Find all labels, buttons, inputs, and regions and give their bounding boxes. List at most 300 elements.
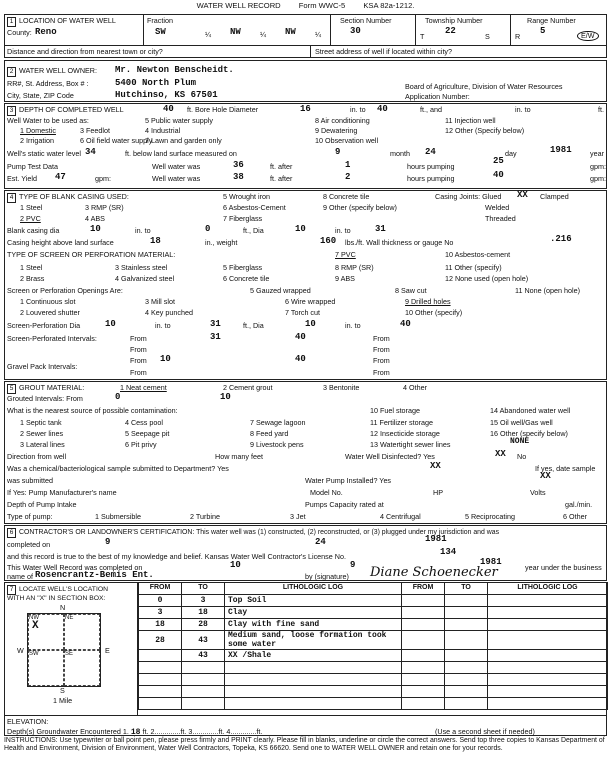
screen-3: 3 Stainless steel <box>115 263 168 272</box>
log-cell: Clay with fine sand <box>225 619 402 631</box>
ft-after-2: ft. after <box>270 174 293 183</box>
township-s: S <box>485 32 490 41</box>
casing-height-label: Casing height above land surface <box>7 238 114 247</box>
contam-3: 3 Lateral lines <box>20 440 65 449</box>
use-6: 4 Industrial <box>145 126 181 135</box>
opening-8: 8 Saw cut <box>395 286 427 295</box>
contam-5: 5 Seepage pit <box>125 429 170 438</box>
second-sheet: (Use a second sheet if needed) <box>435 727 535 736</box>
ww-val-2: 38 <box>233 172 244 182</box>
grout-2: 2 Cement grout <box>223 383 273 392</box>
s5-title: 5 GROUT MATERIAL: <box>7 384 84 394</box>
opening-4: 4 Key punched <box>145 308 193 317</box>
log-cell: Clay <box>225 607 402 619</box>
opening-7: 7 Torch cut <box>285 308 321 317</box>
log-cell <box>402 686 445 698</box>
log-cell <box>182 698 225 710</box>
screen-5: 5 Fiberglass <box>223 263 263 272</box>
h-from-2: FROM <box>402 583 445 595</box>
log-cell <box>488 607 608 619</box>
gpm-val-2: 40 <box>493 170 504 180</box>
gpm-val-1: 25 <box>493 156 504 166</box>
name-of: name of <box>7 572 33 581</box>
screen-12: 12 None used (open hole) <box>445 274 529 283</box>
gpm-2: gpm: <box>590 174 606 183</box>
completed-on: completed on <box>7 540 51 549</box>
casing-joints: Casing Joints: Glued <box>435 192 502 201</box>
blank-to-2: 31 <box>375 224 386 234</box>
hours-1: 1 <box>345 160 351 170</box>
range-label: Range Number <box>527 16 576 25</box>
h-log-2: LITHOLOGIC LOG <box>488 583 608 595</box>
board-text: Board of Agriculture, Division of Water Resources <box>405 82 563 91</box>
gpi-2: 40 <box>295 354 306 364</box>
fraction-3: NW <box>285 27 296 37</box>
log-cell: XX /Shale <box>225 650 402 662</box>
spd-label: Screen-Perforation Dia <box>7 321 81 330</box>
threaded: Threaded <box>485 214 516 223</box>
hours-pumping-1: hours pumping <box>407 162 455 171</box>
pump-1: 1 Submersible <box>95 512 141 521</box>
glued-mark: XX <box>517 190 528 200</box>
casing-6: 6 Asbestos-Cement <box>223 203 286 212</box>
record-year: 1981 <box>480 557 502 567</box>
sw-quarter[interactable]: SW <box>28 650 64 686</box>
county-value: Reno <box>35 27 57 37</box>
township-value: 22 <box>445 26 456 36</box>
s7-title: 7 LOCATE WELL'S LOCATION WITH AN "X" IN SECTION BOX: <box>7 586 109 602</box>
log-cell <box>445 650 488 662</box>
opening-10: 10 Other (specify) <box>405 308 463 317</box>
grout-1: 1 Neat cement <box>120 383 167 392</box>
location-x-mark: X <box>32 620 39 632</box>
elevation: ELEVATION: <box>7 717 49 726</box>
ne-quarter[interactable]: NE <box>64 614 100 650</box>
pump-test-label: Pump Test Data <box>7 162 59 171</box>
casing-9: 9 Other (specify below) <box>323 203 397 212</box>
county-label: County: <box>7 28 32 37</box>
log-cell <box>445 674 488 686</box>
weight-label: in., weight <box>205 238 238 247</box>
log-cell <box>225 662 402 674</box>
log-cell <box>225 686 402 698</box>
address-label: RR#, St. Address, Box # : <box>7 79 89 88</box>
ww-2: Well water was <box>152 174 201 183</box>
section-6 <box>4 525 607 581</box>
log-cell <box>488 595 608 607</box>
contam-label: What is the nearest source of possible contamination: <box>7 406 178 415</box>
city-value: Hutchinso, KS 67501 <box>115 90 218 100</box>
use-label: Well Water to be used as: <box>7 116 89 125</box>
log-cell <box>488 662 608 674</box>
bore-value: 16 <box>300 104 311 114</box>
in-to-2: in. to <box>515 105 531 114</box>
se-quarter[interactable]: SE <box>64 650 100 686</box>
screen-title: TYPE OF SCREEN OR PERFORATION MATERIAL: <box>7 250 176 259</box>
contam-7: 7 Sewage lagoon <box>250 418 306 427</box>
log-cell: 0 <box>139 595 182 607</box>
log-cell <box>402 662 445 674</box>
use-2: 2 Irrigation <box>20 136 54 145</box>
screen-7: 7 PVC <box>335 250 356 259</box>
contam-1: 1 Septic tank <box>20 418 62 427</box>
yield-gpm: gpm: <box>95 174 111 183</box>
gpi-from-3: From <box>130 368 147 377</box>
true-statement: and this record is true to the best of my knowledge and belief. Kansas Water Well Contractor's License No. <box>7 552 346 561</box>
static-year: 1981 <box>550 145 572 155</box>
ww-val-1: 36 <box>233 160 244 170</box>
distance-label: Distance and direction from nearest town or city? <box>7 47 163 56</box>
spd-2: 10 <box>305 319 316 329</box>
log-cell <box>182 674 225 686</box>
opening-5: 5 Gauzed wrapped <box>250 286 311 295</box>
contam-8: 8 Feed yard <box>250 429 289 438</box>
screen-1: 1 Steel <box>20 263 43 272</box>
log-cell <box>182 686 225 698</box>
gpi-1: 10 <box>160 354 171 364</box>
how-many-feet: How many feet <box>215 452 263 461</box>
yield-value: 47 <box>55 172 66 182</box>
ft-and: ft., and <box>420 105 442 114</box>
h-log: LITHOLOGIC LOG <box>225 583 402 595</box>
was-submitted: was submitted <box>7 476 53 485</box>
log-cell <box>488 686 608 698</box>
log-cell <box>445 662 488 674</box>
address-value: 5400 North Plum <box>115 78 197 88</box>
log-cell <box>445 631 488 650</box>
log-cell: 3 <box>139 607 182 619</box>
ww-1: Well water was <box>152 162 201 171</box>
section-7 <box>4 582 607 736</box>
s6-title: 6 CONTRACTOR'S OR LANDOWNER'S CERTIFICATION: This water well was (1) constructed, (2) reconstructed, or (3) plugged under my jurisdiction and was <box>7 528 499 538</box>
spi-from-2: From <box>373 334 390 343</box>
clamped: Clamped <box>540 192 569 201</box>
screen-11: 11 Other (specify) <box>445 263 502 272</box>
signature: Diane Schoenecker <box>370 565 498 580</box>
range-value: 5 <box>540 26 546 36</box>
gal-min: gal./min. <box>565 500 593 509</box>
pump-intake: Depth of Pump Intake <box>7 500 77 509</box>
city-label: City, State, ZIP Code <box>7 91 74 100</box>
h-from: FROM <box>139 583 182 595</box>
pump-type: Type of pump: <box>7 512 53 521</box>
blank-in-to-2: in. to <box>335 226 351 235</box>
log-cell <box>445 595 488 607</box>
welded: Welded <box>485 203 510 212</box>
screen-9: 9 ABS <box>335 274 355 283</box>
app-number: Application Number: <box>405 92 470 101</box>
bore-label: ft. Bore Hole Diameter <box>187 105 259 114</box>
form-header <box>4 2 607 11</box>
section-5 <box>4 381 607 524</box>
contam-13: 13 Watertight sewer lines <box>370 440 451 449</box>
lithologic-log <box>138 582 608 710</box>
opening-3: 3 Mill slot <box>145 297 175 306</box>
blank-dia-1: 10 <box>90 224 101 234</box>
contam-none: NONE <box>510 437 530 446</box>
business-name: Rosencrantz-Bemis Ent. <box>35 570 154 580</box>
ft-after-1: ft. after <box>270 162 293 171</box>
opening-2: 2 Louvered shutter <box>20 308 80 317</box>
chem-mark: XX <box>430 461 441 471</box>
table-row <box>139 631 608 650</box>
if-yes-date: If yes, date sample <box>535 464 596 473</box>
hours-2: 2 <box>345 172 351 182</box>
instructions: INSTRUCTIONS: Use typewriter or ball point pen, please press firmly and PRINT clearly. Please fill in blanks, underline or circle the correct answers. Send top three copies to Kansas Department of Health and Environment, Division of Environment, Water Well Contractors, Topeka, KS 66620. Send one to WATER WELL OWNER and retain one for your records. <box>4 737 605 753</box>
table-row <box>139 662 608 674</box>
south-label: S <box>60 686 65 695</box>
blank-ft-dia: ft., Dia <box>243 226 264 235</box>
use-9: 9 Dewatering <box>315 126 358 135</box>
owner-name: Mr. Newton Benscheidt. <box>115 65 234 75</box>
pump-mark: XX <box>540 471 551 481</box>
grout-to: 10 <box>220 392 231 402</box>
opening-1: 1 Continuous slot <box>20 297 76 306</box>
disinfected-no-mark: XX <box>495 449 506 459</box>
day-lbl: day <box>505 149 517 158</box>
by-signature: by (signature) <box>305 572 349 581</box>
section-box[interactable] <box>27 613 101 687</box>
volts: Volts <box>530 488 546 497</box>
gpm-1: gpm: <box>590 162 606 171</box>
in-to-1: in. to <box>350 105 366 114</box>
casing-3: 3 RMP (SR) <box>85 203 124 212</box>
use-5: 5 Public water supply <box>145 116 213 125</box>
spd-in-to-2: in. to <box>345 321 361 330</box>
log-cell <box>488 674 608 686</box>
completed-year: 1981 <box>425 534 447 544</box>
use-1: 1 Domestic <box>20 126 56 135</box>
s4-title: 4 TYPE OF BLANK CASING USED: <box>7 193 129 203</box>
spd-to-2: 40 <box>400 319 411 329</box>
blank-dia-label: Blank casing dia <box>7 226 60 235</box>
west-label: W <box>17 646 24 655</box>
casing-height: 18 <box>150 236 161 246</box>
east-label: E <box>105 646 110 655</box>
log-cell <box>445 698 488 710</box>
pump-4: 4 Centrifugal <box>380 512 421 521</box>
license-no: 134 <box>440 547 457 557</box>
quarter-1: ¼ <box>205 30 211 39</box>
ksa-ref: KSA 82a-1212. <box>363 1 415 10</box>
hp: HP <box>433 488 443 497</box>
contam-6: 6 Pit privy <box>125 440 157 449</box>
township-label: Township Number <box>425 16 483 25</box>
disinfected-no: No <box>517 452 527 461</box>
log-cell: 28 <box>182 619 225 631</box>
ft-1: ft. <box>598 105 604 114</box>
under-business: year under the business <box>525 563 602 572</box>
blank-to-1: 0 <box>205 224 211 234</box>
s1-title: 1 LOCATION OF WATER WELL <box>7 17 116 27</box>
spd-1: 10 <box>105 319 116 329</box>
log-cell: 18 <box>139 619 182 631</box>
section-label: Section Number <box>340 16 392 25</box>
gw-line: Depth(s) Groundwater Encountered 1. 18 ft. 2.............ft. 3.............ft. 4.............ft. <box>7 727 263 737</box>
log-cell: Medium sand, loose formation took some water <box>225 631 402 650</box>
spd-to-1: 31 <box>210 319 221 329</box>
log-header <box>139 583 608 595</box>
completed-day: 24 <box>315 537 326 547</box>
form-number: Form WWC-5 <box>298 1 346 10</box>
screen-2: 2 Brass <box>20 274 45 283</box>
wall-label: lbs./ft. Wall thickness or gauge No <box>345 238 454 247</box>
log-cell <box>445 686 488 698</box>
casing-4: 4 ABS <box>85 214 105 223</box>
pump-2: 2 Turbine <box>190 512 220 521</box>
section-4 <box>4 190 607 380</box>
contam-12: 12 Insecticide storage <box>370 429 440 438</box>
log-cell <box>182 662 225 674</box>
weight-value: 160 <box>320 236 337 246</box>
use-3: 3 Feedlot <box>80 126 110 135</box>
quarter-3: ¼ <box>315 30 321 39</box>
pump-3: 3 Jet <box>290 512 306 521</box>
hours-pumping-2: hours pumping <box>407 174 455 183</box>
opening-11: 11 None (open hole) <box>515 286 580 295</box>
year-lbl: year <box>590 149 604 158</box>
static-day: 24 <box>425 147 436 157</box>
contam-11: 11 Fertilizer storage <box>370 418 433 427</box>
street-label: Street address of well if located within city? <box>315 47 453 56</box>
gpi-from-2: From <box>373 356 390 365</box>
log-cell <box>402 650 445 662</box>
gauge-value: .216 <box>550 234 572 244</box>
pump-5: 5 Reciprocating <box>465 512 515 521</box>
log-cell <box>225 698 402 710</box>
pump-mfr: If Yes: Pump Manufacturer's name <box>7 488 117 497</box>
static-rest: ft. below land surface measured on <box>125 149 237 158</box>
static-month: 9 <box>335 147 341 157</box>
use-12: 12 Other (Specify below) <box>445 126 525 135</box>
blank-dia-2: 10 <box>295 224 306 234</box>
disinfected: Water Well Disinfected? Yes <box>345 452 435 461</box>
nw-quarter[interactable]: NW <box>28 614 64 650</box>
h-to: TO <box>182 583 225 595</box>
log-cell: Top Soil <box>225 595 402 607</box>
yield-label: Est. Yield <box>7 174 37 183</box>
north-label: N <box>60 603 66 612</box>
contam-15: 15 Oil well/Gas well <box>490 418 553 427</box>
quarter-2: ¼ <box>260 30 266 39</box>
casing-8: 8 Concrete tile <box>323 192 370 201</box>
table-row <box>139 686 608 698</box>
log-cell: 3 <box>182 595 225 607</box>
log-cell <box>488 698 608 710</box>
log-cell <box>402 607 445 619</box>
gpi-from-1: From <box>130 356 147 365</box>
pump-installed: Water Pump Installed? Yes <box>305 476 392 485</box>
fraction-2: NW <box>230 27 241 37</box>
section-1 <box>4 14 607 58</box>
chem-label: Was a chemical/bacteriological sample submitted to Department? Yes <box>7 464 229 473</box>
table-row <box>139 650 608 662</box>
township-t: T <box>420 32 425 41</box>
log-cell <box>488 650 608 662</box>
spi-2: 40 <box>295 332 306 342</box>
completed-month: 9 <box>105 537 111 547</box>
blank-in-to: in. to <box>135 226 151 235</box>
contam-14: 14 Abandoned water well <box>490 406 571 415</box>
screen-10: 10 Asbestos-cement <box>445 250 511 259</box>
static-label: Well's static water level <box>7 149 81 158</box>
fraction-label: Fraction <box>147 16 173 25</box>
log-cell <box>402 619 445 631</box>
log-cell: 43 <box>182 631 225 650</box>
log-cell <box>139 674 182 686</box>
pump-capacity: Pumps Capacity rated at <box>305 500 384 509</box>
log-cell <box>488 619 608 631</box>
screen-4: 4 Galvanized steel <box>115 274 175 283</box>
grout-intervals: Grouted Intervals: From <box>7 394 83 403</box>
gpi-label: Gravel Pack Intervals: <box>7 362 78 371</box>
gpi-from-4: From <box>373 368 390 377</box>
log-cell <box>225 674 402 686</box>
casing-7: 7 Fiberglass <box>223 214 263 223</box>
use-4: 6 Oil field water supply <box>80 136 153 145</box>
use-7: 7 Lawn and garden only <box>145 136 222 145</box>
log-cell <box>402 631 445 650</box>
log-cell <box>402 595 445 607</box>
range-r: R <box>515 32 521 41</box>
log-cell <box>139 686 182 698</box>
pump-6: 6 Other <box>563 512 587 521</box>
form-title: WATER WELL RECORD <box>196 1 281 10</box>
well-record-form <box>4 2 607 773</box>
contam-10: 10 Fuel storage <box>370 406 420 415</box>
log-cell <box>139 698 182 710</box>
to-value: 40 <box>377 104 388 114</box>
use-10: 10 Observation well <box>315 136 379 145</box>
contam-2: 2 Sewer lines <box>20 429 64 438</box>
use-8: 8 Air conditioning <box>315 116 370 125</box>
spi-from-1: From <box>130 334 147 343</box>
section-value: 30 <box>350 26 361 36</box>
use-11: 11 Injection well <box>445 116 496 125</box>
table-row <box>139 619 608 631</box>
h-to-2: TO <box>445 583 488 595</box>
section-2 <box>4 60 607 102</box>
log-cell <box>445 619 488 631</box>
spd-ft-dia: ft., Dia <box>243 321 264 330</box>
record-day: 9 <box>350 560 356 570</box>
s3-title: 3 DEPTH OF COMPLETED WELL <box>7 106 124 116</box>
contam-16: 16 Other (specify below) <box>490 429 568 438</box>
casing-2: 2 PVC <box>20 214 41 223</box>
static-value: 34 <box>85 147 96 157</box>
opening-6: 6 Wire wrapped <box>285 297 336 306</box>
log-cell: 28 <box>139 631 182 650</box>
log-cell <box>402 674 445 686</box>
log-cell <box>445 607 488 619</box>
month-lbl: month <box>390 149 410 158</box>
grout-4: 4 Other <box>403 383 427 392</box>
spi-from-3: From <box>130 345 147 354</box>
fraction-1: SW <box>155 27 166 37</box>
spd-in-to: in. to <box>155 321 171 330</box>
screen-8: 8 RMP (SR) <box>335 263 374 272</box>
log-cell <box>139 662 182 674</box>
log-cell <box>402 698 445 710</box>
depth-value: 40 <box>163 104 174 114</box>
openings-title: Screen or Perforation Openings Are: <box>7 286 123 295</box>
log-cell: 43 <box>182 650 225 662</box>
log-cell: 18 <box>182 607 225 619</box>
casing-1: 1 Steel <box>20 203 43 212</box>
spi-from-4: From <box>373 345 390 354</box>
table-row <box>139 607 608 619</box>
contam-9: 9 Livestock pens <box>250 440 304 449</box>
